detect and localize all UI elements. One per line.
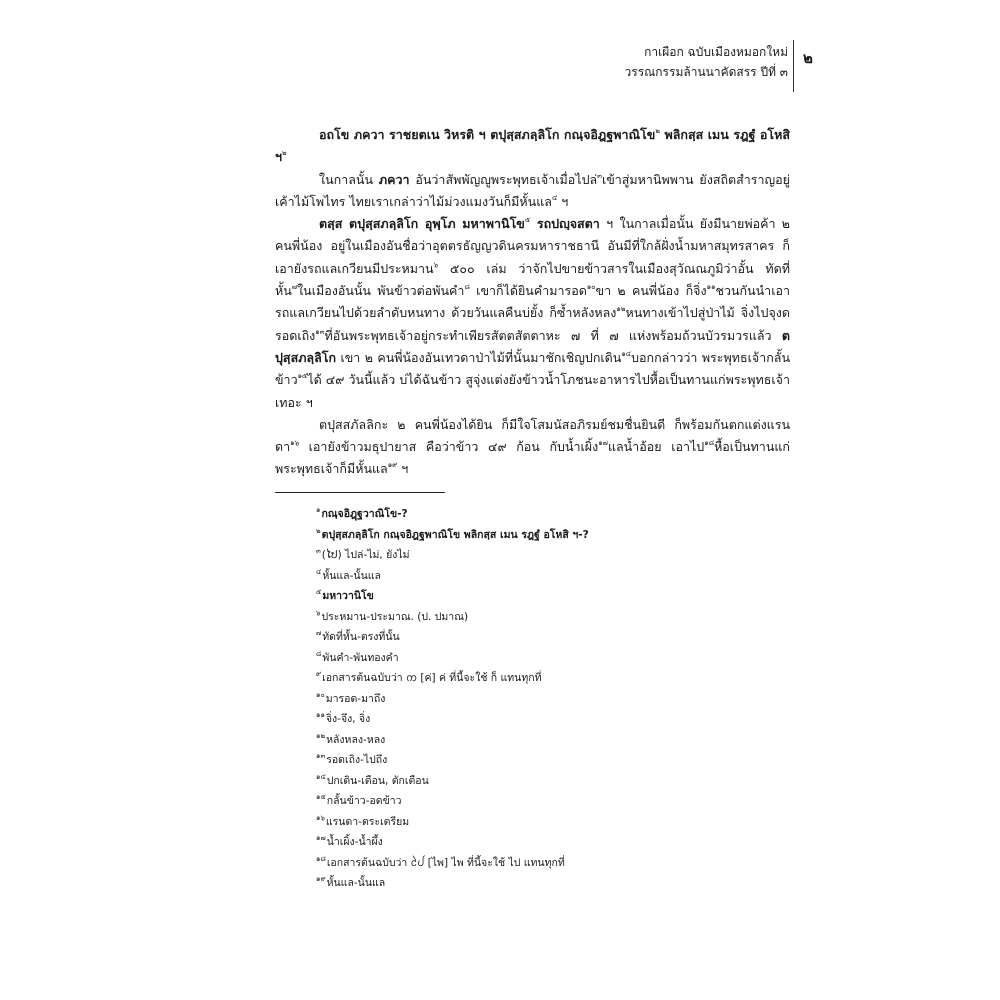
footnote-ref: ๒ xyxy=(655,127,660,135)
footnote-ref: ๑๒ xyxy=(616,305,626,314)
text-run: หนทางเข้าไปสู่ป่าไม้ จิ่งไปจุงดรอดเถิง xyxy=(275,305,791,343)
paragraph-2 xyxy=(275,169,790,214)
footnote-ref: ๑๖ xyxy=(290,439,300,448)
footnote-ref: ๑๙ xyxy=(387,461,398,470)
footnote-number: ๔ xyxy=(316,567,322,576)
footnote-divider xyxy=(275,492,445,493)
text-run: ในกาลนั้น xyxy=(319,171,379,187)
pali-verse: รถปญฺจสตา xyxy=(530,216,600,232)
footnote-text: พันคำ-พันทองคำ xyxy=(322,651,399,664)
footnote-item xyxy=(316,648,786,669)
footnote-number: ๘ xyxy=(316,649,322,658)
footnote-text: หั้นแล-นั้นแล xyxy=(326,877,386,889)
footnote-ref: ๑๔ xyxy=(621,349,632,358)
footnote-text: (ໄປ) ไปล่-ไม่, ยังไม่ xyxy=(321,549,410,561)
footnote-item xyxy=(316,689,786,710)
footnote-text: ตปุสฺสภลฺลิโก กณฺจอิฎฐพาณิโข พลิกสฺส เมน รฎฐํ อโหสิ ฯ-? xyxy=(321,528,589,541)
header-series-title: วรรณกรรมล้านนาคัดสรร ปีที่ ๓ xyxy=(624,65,788,79)
footnote-item xyxy=(316,525,786,546)
footnote-item xyxy=(316,627,786,648)
pali-term: ตปุสฺสภลฺลิโก xyxy=(275,327,790,365)
footnote-text: แรนดา-ตระเตรียม xyxy=(325,815,410,828)
text-run: อันว่าสัพพัญญูพระพุทธเจ้าเมื่อไปล่ xyxy=(409,171,598,187)
paragraph-4 xyxy=(275,414,790,481)
text-run: หื้อเป็นทานแก่พระพุทธเจ้าก็มีหั้นแล xyxy=(275,439,790,477)
text-run: เข้าสู่มหานิพพาน ยังสถิตสำราญอยู่เค้าไม้โพไทร ไทยเราเกล่าว่าไม้ม่วงแมงวันก็มีหั้นแล xyxy=(275,171,790,209)
pali-term: ภควา xyxy=(378,171,410,187)
footnote-ref: ๑๑ xyxy=(706,283,716,292)
text-run: เขา ๒ คนพี่น้องอันเทวดาป่าไม้ที่นั้นมาชักเชิญปกเดิน xyxy=(336,349,622,365)
footnote-text: รอดเถิง-ไปถึง xyxy=(326,754,388,766)
footnote-number: ๑๑ xyxy=(316,711,325,719)
text-run: ได้ ๔๙ วันนี้แล้ว บ่ได้ฉันข้าว สูจุ่งแต่งยังข้าวน้ำโภชนะอาหารไปหื้อเป็นทานแก่พระพุทธเจ้าเทอะ ฯ xyxy=(275,372,790,410)
text-run: ฯ xyxy=(397,461,409,477)
footnote-number: ๖ xyxy=(316,608,321,617)
footnote-number: ๑๐ xyxy=(316,690,325,699)
footnote-item xyxy=(316,607,786,628)
footnote-number: ๑๕ xyxy=(316,793,326,801)
footnote-number: ๑๓ xyxy=(316,752,326,760)
footnote-number: ๑๘ xyxy=(316,854,326,863)
footnote-ref: ๕ xyxy=(524,216,531,225)
page-number: ๒ xyxy=(803,49,813,67)
footnote-ref: ๒ xyxy=(282,149,287,158)
footnote-text: เอกสารต้นฉบับว่า ᩱᨸ [ไพ] ไพ ที่นี้จะใช้ ไป แทนทุกที่ xyxy=(326,856,565,869)
footnote-text: มหาวานิโข xyxy=(322,590,374,602)
footnote-item xyxy=(316,832,786,853)
footnote-item xyxy=(316,873,786,894)
footnote-item xyxy=(316,771,786,792)
footnote-ref: ๑๓ xyxy=(315,327,325,336)
running-header xyxy=(625,42,788,82)
footnote-item xyxy=(316,586,786,607)
text-run: ในเมืองอันนั้น พันข้าวต่อพันคำ xyxy=(297,283,465,299)
footnote-text: จิ่ง-จึง, จิ่ง xyxy=(325,713,371,725)
footnote-ref: ๑๗ xyxy=(598,439,608,448)
text-run: บอกกล่าวว่า พระพุทธเจ้ากลั้นข้าว xyxy=(275,349,790,388)
footnote-ref: ๘ xyxy=(464,283,470,292)
footnote-text: กลั้นข้าว-อดข้าว xyxy=(326,795,402,807)
footnote-item xyxy=(316,709,786,730)
footnote-text: มารอด-มาถึง xyxy=(325,692,386,705)
footnote-text: น้ำเผิ้ง-น้ำผึ้ง xyxy=(326,836,383,848)
footnote-ref: ๑๐ xyxy=(586,283,596,292)
footnote-ref: ๓ xyxy=(597,171,602,180)
footnote-number: ๑๗ xyxy=(316,834,326,842)
footnote-item xyxy=(316,853,786,874)
footnote-text: กณฺจอิฎฺฐวาณิโข-? xyxy=(321,508,408,520)
footnote-item xyxy=(316,750,786,771)
pali-verse: ตสฺส ตปุสฺสภลฺลิโก อุพฺโภ มหาพานิโข xyxy=(319,216,525,232)
footnote-item xyxy=(316,812,786,833)
footnote-text: ปกเดิน-เตือน, ตักเตือน xyxy=(326,774,429,787)
header-divider xyxy=(793,40,794,92)
text-run: เอายังข้าวมธุปายาส คือว่าข้าว ๔๙ ก้อน กับน้ำเผิ้ง xyxy=(299,439,599,455)
footnote-number: ๙ xyxy=(316,670,322,678)
text-run: แลน้ำอ้อย เอาไป xyxy=(607,439,705,455)
footnote-number: ๓ xyxy=(316,547,321,555)
footnote-ref: ๗ xyxy=(291,283,298,292)
pali-verse: พลิกสฺส เมน รฎฐํ อโหสิ ฯ xyxy=(275,127,790,165)
footnote-item xyxy=(316,545,786,566)
footnote-text: ทัดที่หั้น-ตรงที่นั้น xyxy=(322,631,400,643)
footnote-number: ๒ xyxy=(316,526,321,535)
text-run: เขาก็ได้ยินคำมารอด xyxy=(469,283,587,299)
text-run: ๕๐๐ เล่ม ว่าจักไปขายข้าวสารในเมืองสุวัณณภูมิว่าอั้น ทัดที่หั้น xyxy=(275,260,790,299)
text-run: ขา ๒ คนพี่น้อง ก็จิ่ง xyxy=(595,283,707,299)
paragraph-3 xyxy=(275,213,790,414)
text-run: ฯ ในกาลเมื่อนั้น ยังมีนายพ่อค้า ๒ คนพี่น้อง อยู่ในเมืองอันชื่อว่าอุตตรธัญญวดินครมหาราชธานี อันมีที่ใกล้ฝั่งน้ำมหาสมุทรสาคร ก็เอายังรถแลเกวียนมีประหมาน xyxy=(275,216,791,276)
footnote-item xyxy=(316,791,786,812)
pali-verse: อถโข ภควา ราชยตเน วิหรติ ฯ ตปุสฺสภลฺลิโก กณฺจอิฎฐพาณิโข xyxy=(319,127,656,142)
footnote-ref: ๑๘ xyxy=(704,439,715,448)
text-run: ชวนกันนำเอารถแลเกวียนไปด้วยลำดับหนทาง ด้วยวันแลคืนบ่ยั้ง ก็ซ้ำหลังหลง xyxy=(275,283,790,321)
paragraph-1 xyxy=(275,124,790,169)
header-book-title: กาเผือก ฉบับเมืองหมอกใหม่ xyxy=(644,45,788,59)
footnote-text: หลังหลง-หลง xyxy=(326,733,386,746)
footnote-number: ๕ xyxy=(316,588,322,596)
footnote-number: ๑๙ xyxy=(316,875,326,883)
footnote-number: ๑๒ xyxy=(316,731,326,740)
footnote-number: ๑๖ xyxy=(316,813,325,822)
text-run: ตปุสสภัลลิกะ ๒ คนพี่น้องได้ยิน ก็มีใจโสมนัสอภิรมย์ชมชื่นยินดี ก็พร้อมกันตกแต่งแรนดา xyxy=(275,416,790,455)
footnote-number: ๑๔ xyxy=(316,772,326,781)
footnotes-list xyxy=(316,504,786,894)
footnote-ref: ๔ xyxy=(551,193,558,202)
footnote-ref: ๖ xyxy=(433,260,439,269)
footnote-item xyxy=(316,566,786,587)
footnote-number: ๑ xyxy=(316,506,321,514)
footnote-item xyxy=(316,668,786,689)
main-text xyxy=(275,124,790,481)
footnote-item xyxy=(316,730,786,751)
footnote-text: หั้นแล-นั้นแล xyxy=(322,569,381,582)
footnote-number: ๗ xyxy=(316,629,322,637)
text-run: ที่อันพระพุทธเจ้าอยู่กระทำเพียรสัตตสัตตาหะ ๗ ที่ ๗ แห่งพร้อมถ้วนบัวรมวรแล้ว xyxy=(324,327,782,343)
text-run: ฯ xyxy=(557,193,569,209)
footnote-ref: ๑๕ xyxy=(297,372,308,381)
footnote-item xyxy=(316,504,786,525)
footnote-text: ประหมาน-ประมาณ. (ป. ปมาณ) xyxy=(321,610,469,623)
footnote-text: เอกสารต้นฉบับว่า ᨠ [ค่] ค่ ที่นี้จะใช้ ก็ แทนทุกที่ xyxy=(322,672,542,684)
